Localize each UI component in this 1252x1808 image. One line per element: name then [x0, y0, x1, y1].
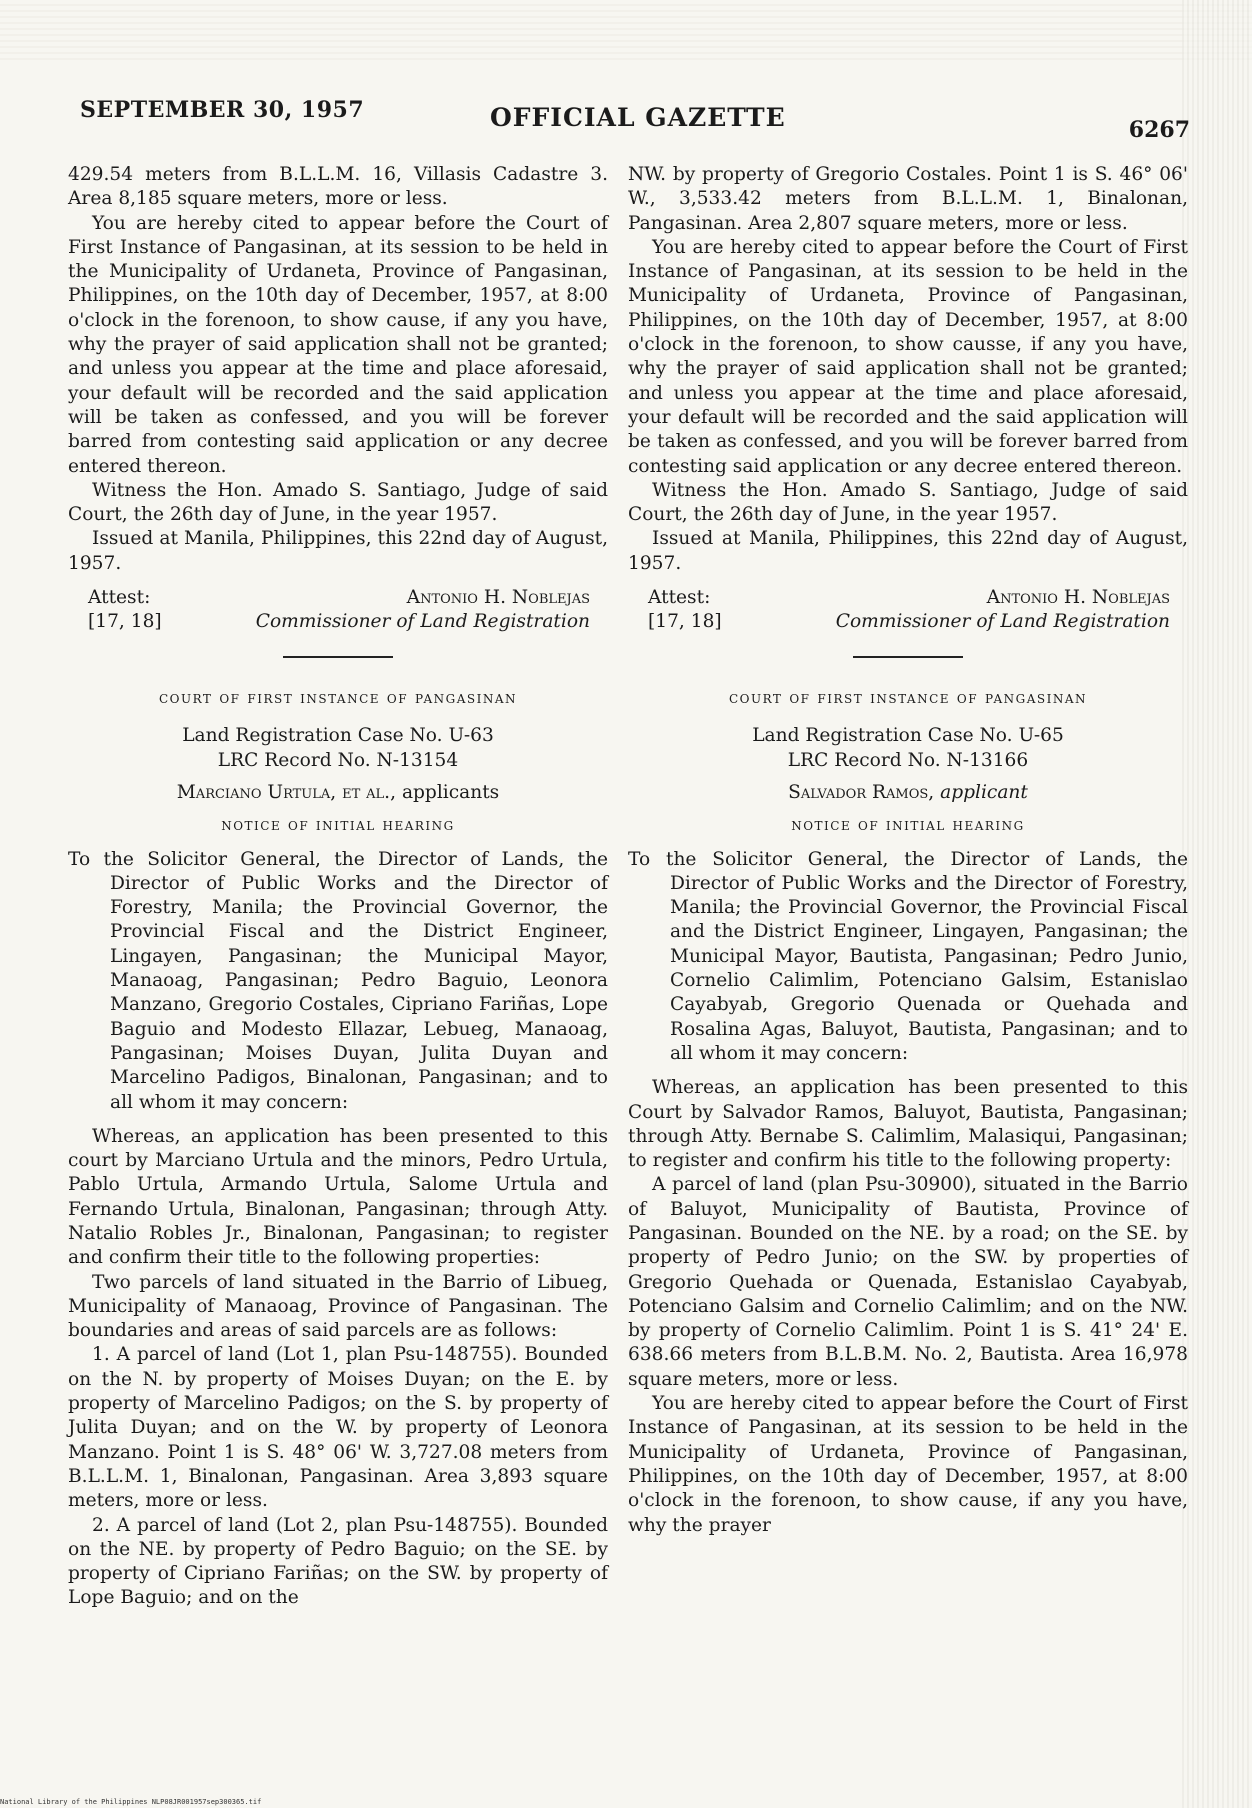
- attest-label: Attest:: [648, 587, 711, 609]
- section-divider: [853, 656, 963, 658]
- court-heading: court of first instance of pangasinan: [728, 688, 1088, 709]
- applicant-name: Salvador Ramos,: [788, 781, 935, 803]
- applicant-line: [628, 781, 1188, 805]
- attest-title: Commissioner of Land Registration: [255, 611, 590, 633]
- scan-noise-right-edge: [1182, 0, 1252, 1808]
- paragraph: 429.54 meters from B.L.L.M. 16, Villasis Cadastre 3. Area 8,185 square meters, more or less.: [68, 164, 608, 210]
- paragraph: Witness the Hon. Amado S. Santiago, Judge of said Court, the 26th day of June, in the year 1957.: [68, 479, 608, 526]
- attest-reference: [17, 18]: [88, 611, 162, 633]
- applicants-line: [68, 781, 608, 805]
- section-divider: [283, 656, 393, 658]
- scan-footer: National Library of the Philippines NLP08JR001957sep300365.tif: [0, 1798, 262, 1806]
- record-number: LRC Record No. N-13154: [217, 749, 459, 771]
- paragraph: A parcel of land (plan Psu-30900), situated in the Barrio of Baluyot, Municipality of Bautista, Province of Pangasinan. Bounded on the NE. by a road; on the SE. by property of Pedro Junio; on the SW. by properties of Gregorio Quehada or Quenada, Estanislao Cayabyab, Potenciano Galsim and Cornelio Calimlim; and on the NW. by property of Cornelio Calimlim. Point 1 is S. 41° 24' E. 638.66 meters from B.L.B.M. No. 2, Bautista. Area 16,978 square meters, more or less.: [628, 1174, 1188, 1390]
- case-number: Land Registration Case No. U-63: [182, 725, 494, 747]
- header-title: OFFICIAL GAZETTE: [490, 103, 786, 132]
- applicants-name: Marciano Urtula, et al.,: [176, 781, 397, 803]
- header-page-number: 6267: [1128, 117, 1190, 143]
- addressee-paragraph: To the Solicitor General, the Director of Lands, the Director of Public Works and the Director of Forestry, Manila; the Provincial Governor, the Provincial Fiscal and the District Engineer, Lingayen, Pangasinan; the Municipal Mayor, Bautista, Pangasinan; Pedro Junio, Cornelio Calimlim, Potenciano Galsim, Estanislao Cayabyab, Gregorio Quenada or Quehada and Rosalina Agas, Baluyot, Bautista, Pangasinan; and to all whom it may concern:: [628, 848, 1188, 1064]
- paragraph: Issued at Manila, Philippines, this 22nd day of August, 1957.: [68, 528, 608, 574]
- notice-heading: notice of initial hearing: [221, 815, 455, 835]
- case-number: Land Registration Case No. U-65: [752, 725, 1064, 747]
- court-heading: court of first instance of pangasinan: [158, 688, 518, 709]
- attest-name: Antonio H. Noblejas: [406, 587, 590, 609]
- paragraph: 1. A parcel of land (Lot 1, plan Psu-148755). Bounded on the N. by property of Moises Duyan; on the E. by property of Marcelino Padigos; on the S. by property of Julita Duyan; and on the W. by property of Leonora Manzano. Point 1 is S. 48° 06' W. 3,727.08 meters from B.L.L.M. 1, Binalonan, Pangasinan. Area 3,893 square meters, more or less.: [68, 1344, 608, 1512]
- paragraph: Whereas, an application has been presented to this court by Marciano Urtula and the minors, Pedro Urtula, Pablo Urtula, Armando Urtula, Salome Urtula and Fernando Urtula, Binalonan, Pangasinan; through Atty. Natalio Robles Jr., Binalonan, Pangasinan; to register and confirm their title to the following properties:: [68, 1125, 608, 1269]
- paragraph: You are hereby cited to appear before the Court of First Instance of Pangasinan, at its session to be held in the Municipality of Urdaneta, Province of Pangasinan, Philippines, on the 10th day of December, 1957, at 8:00 o'clock in the forenoon, to show cause, if any you have, why the prayer: [628, 1393, 1188, 1536]
- paragraph: NW. by property of Gregorio Costales. Point 1 is S. 46° 06' W., 3,533.42 meters from B.L.L.M. 1, Binalonan, Pangasinan. Area 2,807 square meters, more or less.: [628, 164, 1188, 234]
- paragraph: Issued at Manila, Philippines, this 22nd day of August, 1957.: [628, 528, 1188, 574]
- applicant-role: applicant: [940, 781, 1028, 803]
- attest-name: Antonio H. Noblejas: [986, 587, 1170, 609]
- paragraph: You are hereby cited to appear before the Court of First Instance of Pangasinan, at its session to be held in the Municipality of Urdaneta, Province of Pangasinan, Philippines, on the 10th day of December, 1957, at 8:00 o'clock in the forenoon, to show cause, if any you have, why the prayer of said application shall not be granted; and unless you appear at the time and place aforesaid, your default will be recorded and the said application will be taken as confessed, and you will be forever barred from contesting said application or any decree entered thereon.: [68, 212, 608, 477]
- attest-title: Commissioner of Land Registration: [835, 611, 1170, 633]
- paragraph: Witness the Hon. Amado S. Santiago, Judge of said Court, the 26th day of June, in the year 1957.: [628, 479, 1188, 526]
- attest-reference: [17, 18]: [648, 611, 722, 633]
- applicants-role: applicants: [401, 781, 500, 803]
- left-column: [68, 163, 608, 1611]
- scan-noise-top: [0, 0, 1252, 60]
- paragraph: Two parcels of land situated in the Barrio of Libueg, Municipality of Manaoag, Province of Pangasinan. The boundaries and areas of said parcels are as follows:: [68, 1271, 608, 1342]
- record-number: LRC Record No. N-13166: [787, 749, 1029, 771]
- right-column: [628, 163, 1188, 1538]
- paragraph: You are hereby cited to appear before the Court of First Instance of Pangasinan, at its session to be held in the Municipality of Urdaneta, Province of Pangasinan, Philippines, on the 10th day of December, 1957, at 8:00 o'clock in the forenoon, to show causse, if any you have, why the prayer of said application shall not be granted; and unless you appear at the time and place aforesaid, your default will be recorded and the said application will be taken as confessed, and you will be forever barred from contesting said application or any decree entered thereon.: [628, 236, 1188, 477]
- paragraph: 2. A parcel of land (Lot 2, plan Psu-148755). Bounded on the NE. by property of Pedro Baguio; on the SE. by property of Cipriano Fariñas; on the SW. by property of Lope Baguio; and on the: [68, 1514, 608, 1609]
- attestation-block: [628, 586, 1188, 640]
- addressee-paragraph: To the Solicitor General, the Director of Lands, the Director of Public Works and the Director of Forestry, Manila; the Provincial Governor, the Provincial Fiscal and the District Engineer, Lingayen, Pangasinan; the Municipal Mayor, Manaoag, Pangasinan; Pedro Baguio, Leonora Manzano, Gregorio Costales, Cipriano Fariñas, Lope Baguio and Modesto Ellazar, Lebueg, Manaoag, Pangasinan; Moises Duyan, Julita Duyan and Marcelino Padigos, Binalonan, Pangasinan; and to all whom it may concern:: [68, 848, 608, 1113]
- paragraph: Whereas, an application has been presented to this Court by Salvador Ramos, Baluyot, Bautista, Pangasinan; through Atty. Bernabe S. Calimlim, Malasiqui, Pangasinan; to register and confirm his title to the following property:: [628, 1077, 1188, 1172]
- page-header: [80, 95, 1190, 143]
- attestation-block: [68, 586, 608, 640]
- attest-label: Attest:: [88, 587, 151, 609]
- header-date: SEPTEMBER 30, 1957: [80, 97, 365, 123]
- notice-heading: notice of initial hearing: [791, 815, 1025, 835]
